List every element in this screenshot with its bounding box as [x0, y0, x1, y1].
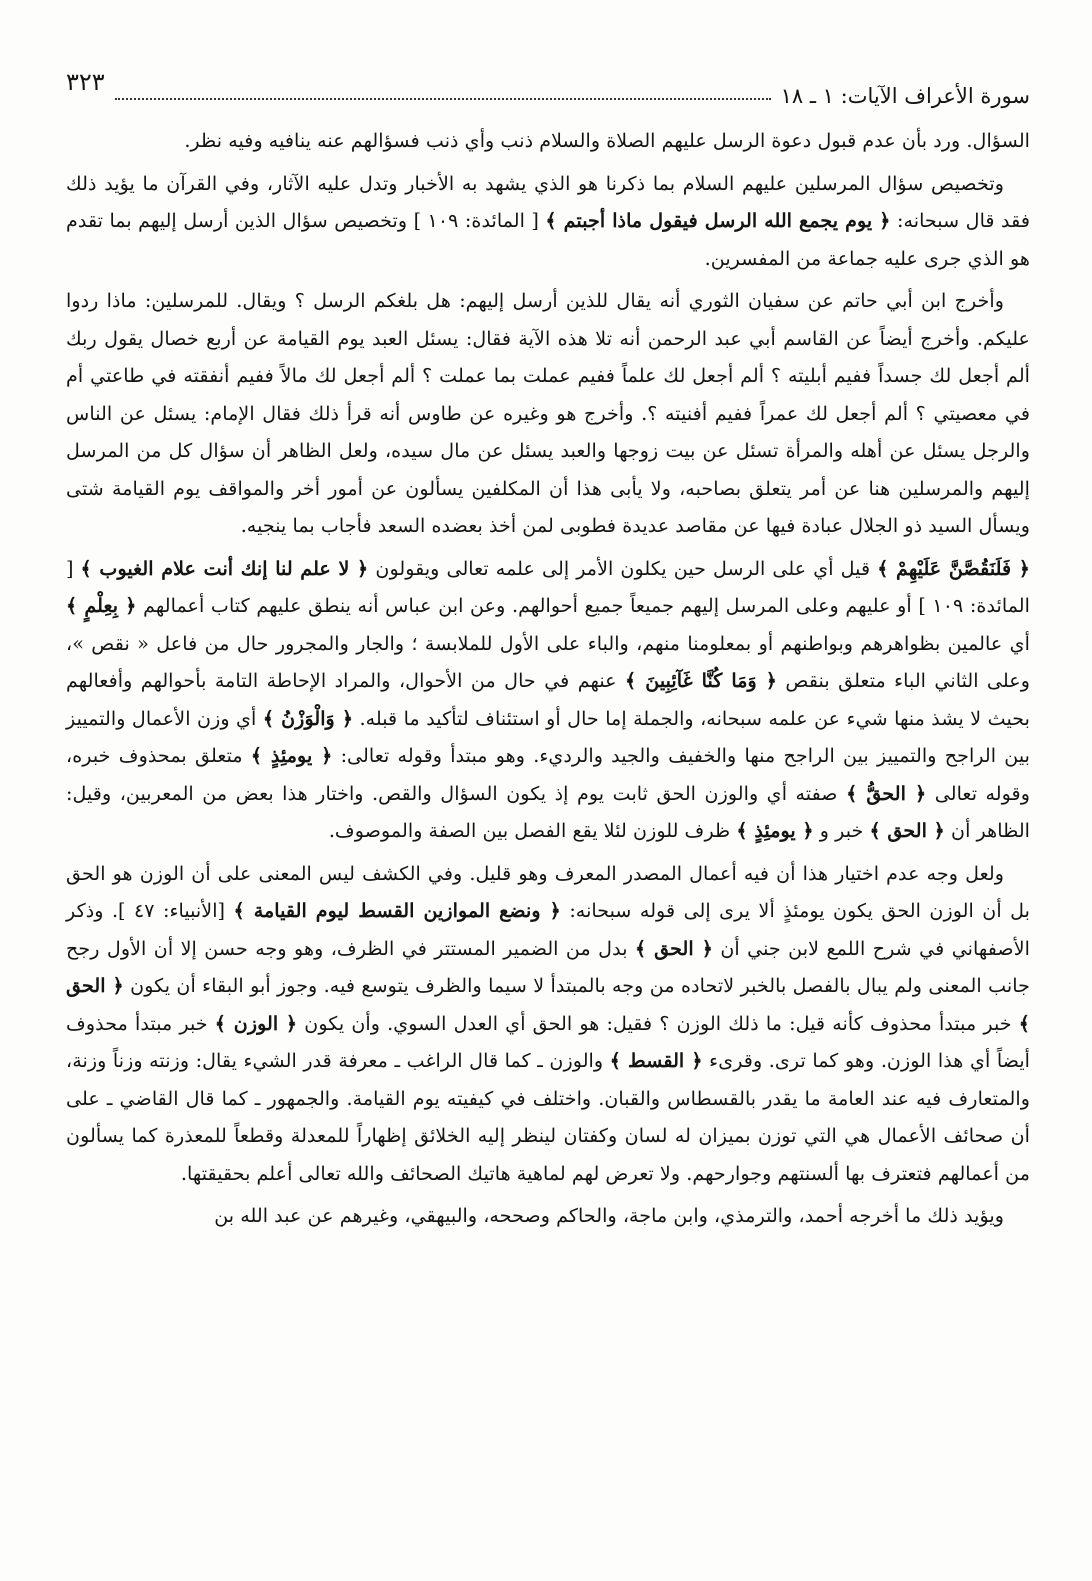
quran-quote: ﴿ وَالْوَزْنُ ﴾ [262, 706, 354, 730]
text-run: ولعل وجه عدم اختيار هذا أن فيه أعمال المصدر المعرف وهو قليل. وفي الكشف ليس المعنى على أن الوزن هو الحق بل أن الوزن الحق يكون يومئذٍ ألا يرى إلى قوله سبحانه: [66, 861, 1030, 922]
text-run: خبر مبتدأ محذوف كأنه قيل: ما ذلك الوزن ؟ فقيل: هو الحق أي العدل السوي. وأن يكون [297, 1011, 1019, 1035]
page-body [66, 122, 1030, 1235]
text-run: ظرف للوزن لئلا يقع الفصل بين الصفة والموصوف. [328, 819, 737, 842]
text-run: خبر و [813, 819, 870, 842]
text-run: صفته أي والوزن الحق ثابت يوم إذ يكون السؤال والقص. واختار هذا بعض من المعربين، وقيل: الظاهر أن [66, 781, 1030, 842]
text-run: وتخصيص سؤال المرسلين عليهم السلام بما ذكرنا هو الذي يشهد به الأخبار وتدل عليه الآثار، وفي القرآن ما يؤيد ذلك فقد قال سبحانه: [66, 171, 1030, 232]
quran-quote: ﴿ الحق ﴾ [634, 936, 713, 960]
quran-quote: ﴿ الحق ﴾ [66, 974, 1031, 1035]
quran-quote: ﴿ فَلَنَقُصَّنَّ عَلَيْهِمْ ﴾ [877, 556, 1031, 580]
paragraph-p2 [66, 165, 1030, 278]
text-run: قيل أي على الرسل حين يكلون الأمر إلى علمه تعالى ويقولون [368, 556, 878, 580]
quran-quote: ﴿ القسط ﴾ [609, 1049, 703, 1072]
quran-quote: ﴿ الحقُّ ﴾ [846, 781, 927, 805]
text-run: خبر مبتدأ محذوف أيضاً أي هذا الوزن. وهو كما ترى. وقرىء [66, 1011, 1031, 1072]
text-run: [ المائدة: ١٠٩ ] وتخصيص سؤال الذين أرسل إليهم بما تقدم هو الذي جرى عليه جماعة من المفسرين. [66, 209, 1030, 270]
text-run: السؤال. ورد بأن عدم قبول دعوة الرسل عليهم الصلاة والسلام ذنب وأي ذنب فسؤالهم عنه ينافيه وفيه نظر. [184, 129, 1030, 152]
quran-quote: ﴿ الوزن ﴾ [214, 1011, 298, 1035]
paragraph-p4 [66, 550, 1030, 850]
page-header [66, 60, 1030, 112]
page-number: ٣٢٣ [66, 68, 105, 96]
quran-quote: ﴿ وَمَا كُنَّا غَآئِبِينَ ﴾ [625, 669, 777, 692]
text-run: [ المائدة: ١٠٩ ] أو عليهم وعلى المرسل إليهم جميعاً جميع أحوالهم. وعن ابن عباس أنه ينطق عليهم كتاب أعمالهم [66, 556, 1030, 617]
text-run: ويؤيد ذلك ما أخرجه أحمد، والترمذي، وابن ماجة، والحاكم وصححه، والبيهقي، وغيرهم عن عبد الله بن [214, 1204, 1004, 1227]
quran-quote: ﴿ لا علم لنا إنك أنت علام الغيوب ﴾ [80, 556, 369, 580]
text-run: أي عالمين بظواهرهم وبواطنهم أو بمعلومنا منهم، والباء على الأول للملابسة ؛ والجار والمجرور حال من فاعل « نقص »، وعلى الثاني الباء متعلق بنقص [66, 631, 1030, 692]
quran-quote: ﴿ يومئِذٍ ﴾ [250, 744, 333, 767]
header-dot-leader [115, 98, 771, 100]
text-run: أي وزن الأعمال والتمييز بين الراجح والتمييز بين الراجح منها والخفيف والجيد والرديء. وهو مبتدأ وقوله تعالى: [66, 706, 1030, 767]
paragraph-p3 [66, 282, 1030, 545]
quran-quote: ﴿ ونضع الموازين القسط ليوم القيامة ﴾ [233, 899, 561, 922]
text-run: متعلق بمحذوف خبره، وقوله تعالى [66, 744, 1030, 805]
quran-quote: ﴿ يومئِذٍ ﴾ [736, 819, 814, 842]
paragraph-p5 [66, 855, 1030, 1193]
text-run: عنهم في حال من الأحوال، والمراد الإحاطة التامة بأحوالهم وأفعالهم بحيث لا يشذ منها شيء عن علمه سبحانه، والجملة إما حال أو استئناف لتأكيد ما قبله. [66, 669, 1031, 730]
quran-quote: ﴿ يوم يجمع الله الرسل فيقول ماذا أجبتم ﴾ [545, 209, 891, 232]
text-run: بدل من الضمير المستتر في الظرف، وهو وجه حسن إلا أن الأول رجح جانب المعنى ولم يبال بالفصل بالخبر لاتحاده من وجه بالمبتدأ لا سيما والظرف يتوسع فيه. وجوز أبو البقاء أن يكون [66, 936, 1030, 997]
quran-quote: ﴿ الحق ﴾ [869, 819, 945, 842]
text-run: [الأنبياء: ٤٧ ]. وذكر الأصفهاني في شرح اللمع لابن جني أن [66, 899, 1030, 960]
text-run: وأخرج ابن أبي حاتم عن سفيان الثوري أنه يقال للذين أرسل إليهم: هل بلغكم الرسل ؟ ويقال. للمرسلين: ماذا ردوا عليكم. وأخرج أيضاً عن القاسم أبي عبد الرحمن أنه تلا هذه الآية فقال: يسئل العبد يوم القيامة عن أربع خصال يقول ربك ألم أجعل لك جسداً ففيم أبليته ؟ ألم أجعل لك علماً ففيم عملت بما عملت ؟ ألم أجعل لك مالاً ففيم أنفقته في طاعتي أم في معصيتي ؟ ألم أجعل لك عمراً ففيم أفنيته ؟. وأخرج هو وغيره عن طاوس أنه قرأ ذلك فقال الإمام: يسئل عن الناس والرجل يسئل عن أهله والمرأة تسئل عن بيت زوجها والعبد يسئل عن مال سيده، ولعل الظاهر أن سؤال كل من المرسل إليهم والمرسلين هنا عن أمر يتعلق بصاحبه، ولا يأبى هذا أن المكلفين يسألون عن أمور أخر والمواقف يوم القيامة شتى ويسأل السيد ذو الجلال عبادة فيها عن مقاصد عديدة فطوبى لمن أخذ بعضده السعد فأجاب بما ينجيه. [66, 289, 1030, 537]
quran-quote: ﴿ بِعِلْمٍ ﴾ [66, 594, 137, 617]
paragraph-p6 [66, 1197, 1030, 1235]
surah-title: سورة الأعراف الآيات: ١ ـ ١٨ [780, 84, 1030, 108]
paragraph-p1 [66, 122, 1030, 160]
text-run: والوزن ـ كما قال الراغب ـ معرفة قدر الشيء يقال: وزنته وزناً وزنة، والمتعارف فيه عند العامة ما يقدر بالقسطاس والقبان. واختلف في كيفيته يوم القيامة. والجمهور ـ كما قال القاضي ـ على أن صحائف الأعمال هي التي توزن بميزان له لسان وكفتان لينظر إليه الخلائق إظهاراً للمعدلة وقطعاً للمعذرة كما يسألون من أعمالهم فتعترف بها ألسنتهم وجوارحهم. ولا تعرض لهم لماهية هاتيك الصحائف والله تعالى أعلم بحقيقتها. [66, 1049, 1030, 1185]
